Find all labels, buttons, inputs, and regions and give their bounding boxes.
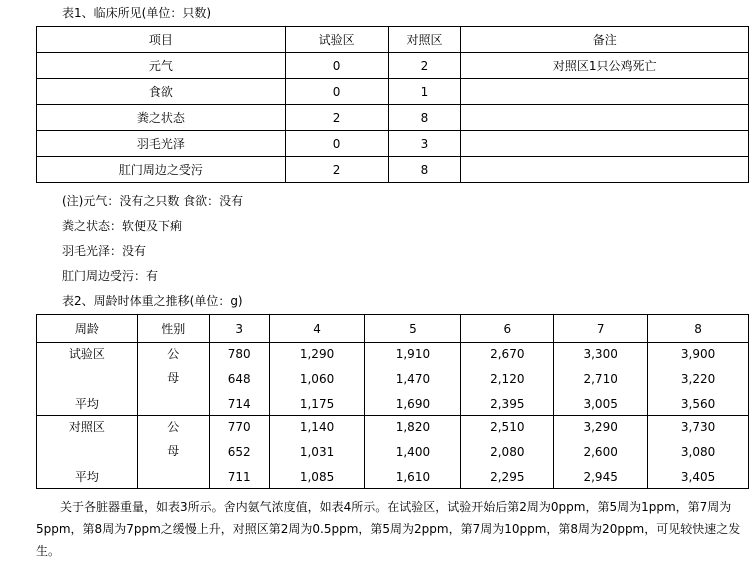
value-cell (554, 343, 648, 416)
header-cell: 3 (209, 315, 269, 343)
value: 3,220 (680, 372, 716, 386)
value-cell (554, 416, 648, 489)
value: 2,670 (490, 347, 525, 361)
item-cell: 食欲 (37, 79, 286, 105)
sex-cell (137, 416, 209, 489)
value: 2,600 (583, 445, 618, 459)
header-cell: 性别 (137, 315, 209, 343)
sex-cell (137, 343, 209, 416)
value-cell (461, 416, 554, 489)
value: 652 (227, 445, 251, 459)
header-cell: 4 (269, 315, 365, 343)
value: 2,945 (583, 470, 618, 484)
value: 1,400 (395, 445, 431, 459)
group-name: 试验区 (68, 347, 105, 361)
item-cell: 元气 (37, 53, 286, 79)
header-cell: 项目 (37, 27, 286, 53)
test-cell: 2 (285, 157, 388, 183)
control-cell: 2 (388, 53, 461, 79)
value: 3,080 (680, 445, 716, 459)
header-cell: 备注 (461, 27, 749, 53)
value: 3,005 (583, 397, 618, 411)
header-cell: 周龄 (37, 315, 138, 343)
note-line: 粪之状态：软便及下痢 (62, 219, 183, 233)
value: 770 (227, 420, 251, 434)
value: 1,060 (299, 372, 335, 386)
group-avg-label: 平均 (74, 397, 99, 411)
table-row (37, 105, 749, 131)
value-cell (269, 343, 365, 416)
test-cell: 2 (285, 105, 388, 131)
table-row (37, 53, 749, 79)
value: 1,031 (299, 445, 335, 459)
value: 2,120 (490, 372, 525, 386)
sex-male: 公 (167, 420, 180, 434)
value: 2,710 (583, 372, 618, 386)
table-header-row (37, 315, 749, 343)
header-cell: 5 (365, 315, 461, 343)
group-cell (37, 416, 138, 489)
table-row (37, 79, 749, 105)
value: 2,395 (490, 397, 525, 411)
value: 714 (227, 397, 251, 411)
value: 2,295 (490, 470, 525, 484)
table2-caption: 表2、周龄时体重之推移(单位：g) (62, 294, 243, 308)
value: 1,690 (395, 397, 431, 411)
value-cell (648, 416, 749, 489)
note-cell (461, 157, 749, 183)
table-row (37, 157, 749, 183)
value: 1,910 (395, 347, 431, 361)
note-cell: 对照区1只公鸡死亡 (461, 53, 749, 79)
control-cell: 3 (388, 131, 461, 157)
table1-caption: 表1、临床所见(单位：只数) (62, 6, 211, 20)
table-row (37, 131, 749, 157)
header-cell: 6 (461, 315, 554, 343)
value-cell (269, 416, 365, 489)
test-cell: 0 (285, 79, 388, 105)
table-row (37, 416, 749, 489)
value: 1,290 (299, 347, 335, 361)
value: 3,560 (680, 397, 716, 411)
body-paragraph: 关于各脏器重量，如表3所示。舍内氨气浓度值，如表4所示。在试验区，试验开始后第2周为0ppm，第5周为1ppm，第7周为5ppm，第8周为7ppm之缓慢上升，对照区第2周为0.5ppm，第5周为2ppm，第7周为10ppm，第8周为20ppm，可见较快速之发生。 (36, 500, 741, 558)
value: 3,300 (583, 347, 618, 361)
note-line: (注)元气：没有之只数 食欲：没有 (62, 194, 244, 208)
note-line: 羽毛光泽：没有 (62, 244, 147, 258)
value-cell (209, 416, 269, 489)
group-cell (37, 343, 138, 416)
value: 711 (227, 470, 251, 484)
item-cell: 粪之状态 (37, 105, 286, 131)
header-cell: 8 (648, 315, 749, 343)
value: 3,405 (680, 470, 716, 484)
control-cell: 1 (388, 79, 461, 105)
value: 1,140 (299, 420, 335, 434)
note-cell (461, 105, 749, 131)
control-cell: 8 (388, 105, 461, 131)
value: 1,610 (395, 470, 431, 484)
item-cell: 羽毛光泽 (37, 131, 286, 157)
value: 1,820 (395, 420, 431, 434)
sex-female: 母 (167, 371, 180, 385)
value: 648 (227, 372, 251, 386)
group-avg-label: 平均 (74, 470, 99, 484)
group-name: 对照区 (68, 420, 105, 434)
value: 1,470 (395, 372, 431, 386)
sex-male: 公 (167, 347, 180, 361)
header-cell: 对照区 (388, 27, 461, 53)
test-cell: 0 (285, 131, 388, 157)
header-cell: 7 (554, 315, 648, 343)
value: 3,290 (583, 420, 618, 434)
value-cell (648, 343, 749, 416)
note-cell (461, 79, 749, 105)
test-cell: 0 (285, 53, 388, 79)
sex-female: 母 (167, 444, 180, 458)
weight-table (36, 314, 749, 489)
note-cell (461, 131, 749, 157)
value: 1,085 (299, 470, 335, 484)
value-cell (365, 343, 461, 416)
value-cell (209, 343, 269, 416)
header-cell: 试验区 (285, 27, 388, 53)
value: 780 (227, 347, 251, 361)
value-cell (461, 343, 554, 416)
item-cell: 肛门周边之受污 (37, 157, 286, 183)
value: 2,080 (490, 445, 525, 459)
clinical-findings-table (36, 26, 749, 183)
value: 1,175 (299, 397, 335, 411)
table-row (37, 343, 749, 416)
control-cell: 8 (388, 157, 461, 183)
note-line: 肛门周边受污：有 (62, 269, 159, 283)
table-header-row (37, 27, 749, 53)
value: 2,510 (490, 420, 525, 434)
value: 3,900 (680, 347, 716, 361)
value: 3,730 (680, 420, 716, 434)
value-cell (365, 416, 461, 489)
